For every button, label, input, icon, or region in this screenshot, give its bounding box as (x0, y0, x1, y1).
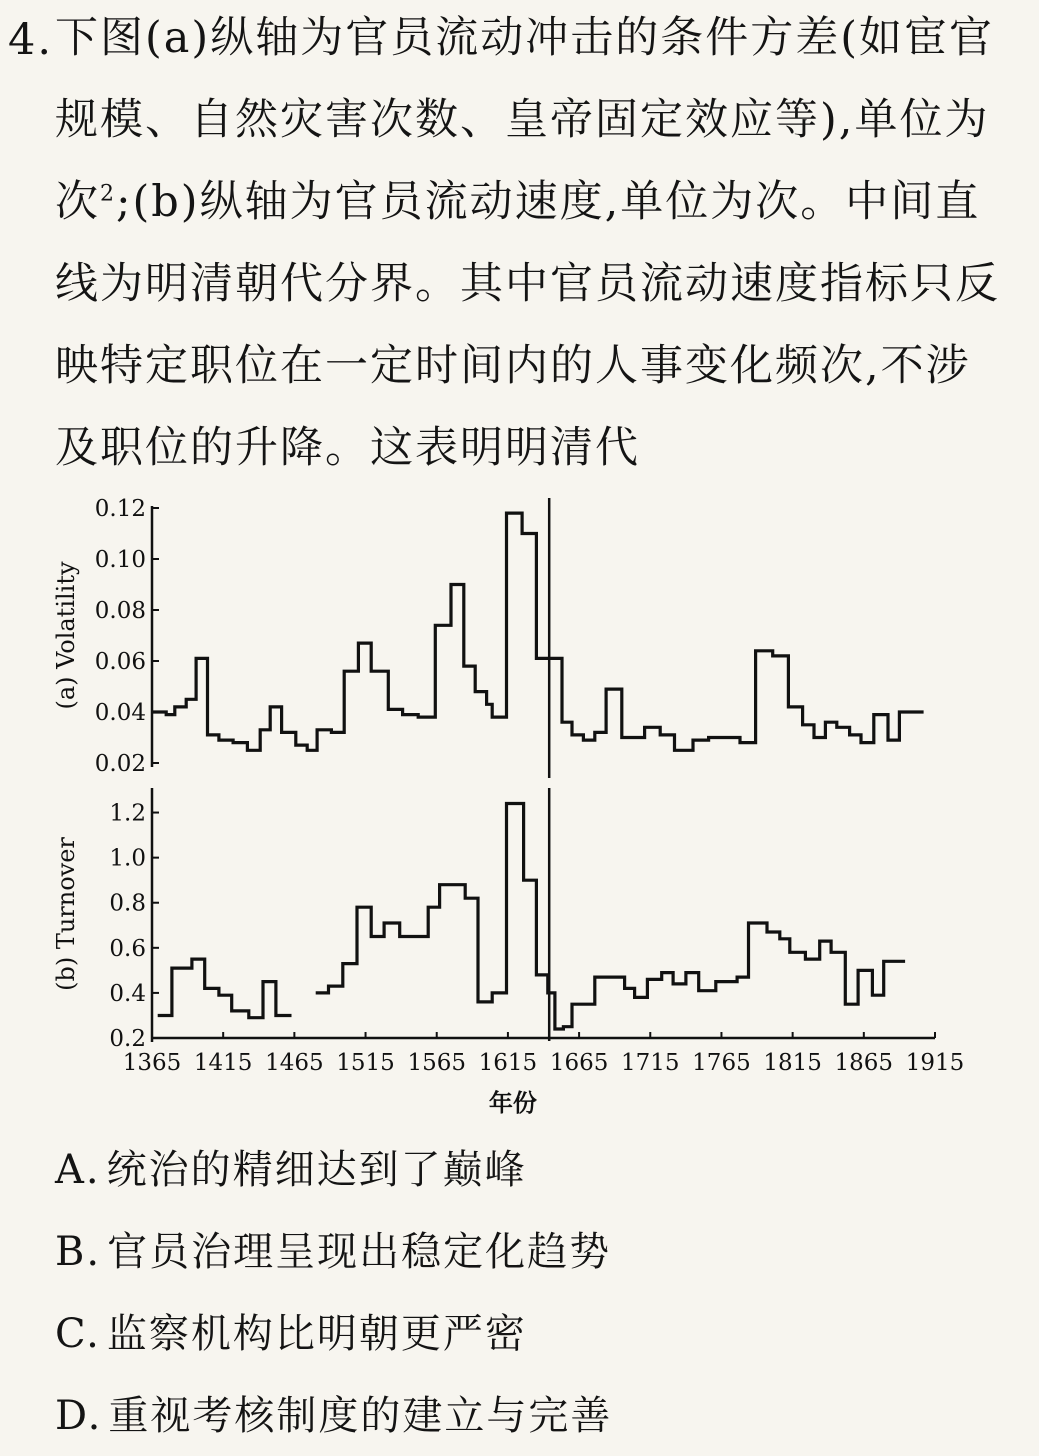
option-a-label: A. (55, 1147, 101, 1193)
option-d-label: D. (55, 1393, 103, 1439)
turnover-y-axis-label: (b) Turnover (52, 837, 80, 991)
option-d-text: 重视考核制度的建立与完善 (108, 1393, 613, 1439)
question-line-5: 映特定职位在一定时间内的人事变化频次,不涉 (55, 341, 971, 391)
option-b-text: 官员治理呈现出稳定化趋势 (107, 1229, 612, 1275)
option-b-label: B. (55, 1229, 102, 1275)
volatility-y-tick-label: 0.02 (94, 751, 146, 777)
turnover-y-tick-label: 0.4 (109, 980, 146, 1007)
turnover-y-tick-label: 1.0 (109, 845, 146, 872)
turnover-y-tick-label: 0.2 (109, 1026, 146, 1052)
question-line-3 (55, 164, 980, 240)
option-c[interactable] (55, 1302, 527, 1359)
question-line-3-start: 次 (55, 177, 100, 227)
turnover-series-line (158, 959, 292, 1018)
volatility-y-tick-label: 0.10 (94, 547, 146, 573)
x-tick-label: 1465 (265, 1050, 324, 1076)
x-tick-label: 1665 (549, 1050, 609, 1076)
volatility-turnover-chart (0, 478, 1039, 1118)
question-line-6: 及职位的升降。这表明明清代 (55, 423, 640, 473)
question-line-2: 规模、自然灾害次数、皇帝固定效应等),单位为 (55, 95, 990, 145)
turnover-y-tick-label: 0.6 (109, 935, 146, 962)
turnover-series-line (316, 804, 905, 1030)
option-a-text: 统治的精细达到了巅峰 (106, 1147, 527, 1193)
x-tick-label: 1415 (193, 1050, 253, 1076)
volatility-y-axis-label: (a) Volatility (52, 561, 80, 710)
volatility-y-tick-label: 0.06 (94, 649, 146, 675)
volatility-y-tick-label: 0.04 (94, 700, 146, 726)
x-tick-label: 1715 (620, 1050, 680, 1076)
x-tick-label: 1565 (407, 1050, 467, 1076)
x-tick-label: 1365 (122, 1050, 182, 1076)
x-tick-label: 1765 (692, 1050, 751, 1076)
question-line-4: 线为明清朝代分界。其中官员流动速度指标只反 (55, 259, 1000, 309)
x-tick-label: 1615 (478, 1050, 538, 1076)
question-line-3-rest: ;(b)纵轴为官员流动速度,单位为次。中间直 (116, 177, 981, 227)
question-line-1: 下图(a)纵轴为官员流动冲击的条件方差(如宦官 (55, 13, 994, 63)
volatility-series-line (152, 513, 924, 750)
turnover-y-tick-label: 0.8 (109, 890, 146, 917)
option-b[interactable] (55, 1220, 611, 1277)
x-tick-label: 1815 (763, 1050, 822, 1076)
volatility-y-tick-label: 0.12 (94, 496, 146, 522)
superscript-2: 2 (100, 181, 116, 207)
option-c-text: 监察机构比明朝更严密 (106, 1311, 527, 1357)
x-tick-label: 1915 (905, 1050, 965, 1076)
x-tick-label: 1515 (336, 1050, 395, 1076)
volatility-y-tick-label: 0.08 (94, 598, 146, 624)
x-tick-label: 1865 (834, 1050, 894, 1076)
question-number: 4. (8, 15, 54, 65)
turnover-y-tick-label: 1.2 (109, 800, 146, 827)
option-c-label: C. (55, 1311, 101, 1357)
option-d[interactable] (55, 1384, 612, 1441)
option-a[interactable] (55, 1138, 527, 1195)
x-axis-label: 年份 (488, 1088, 537, 1117)
